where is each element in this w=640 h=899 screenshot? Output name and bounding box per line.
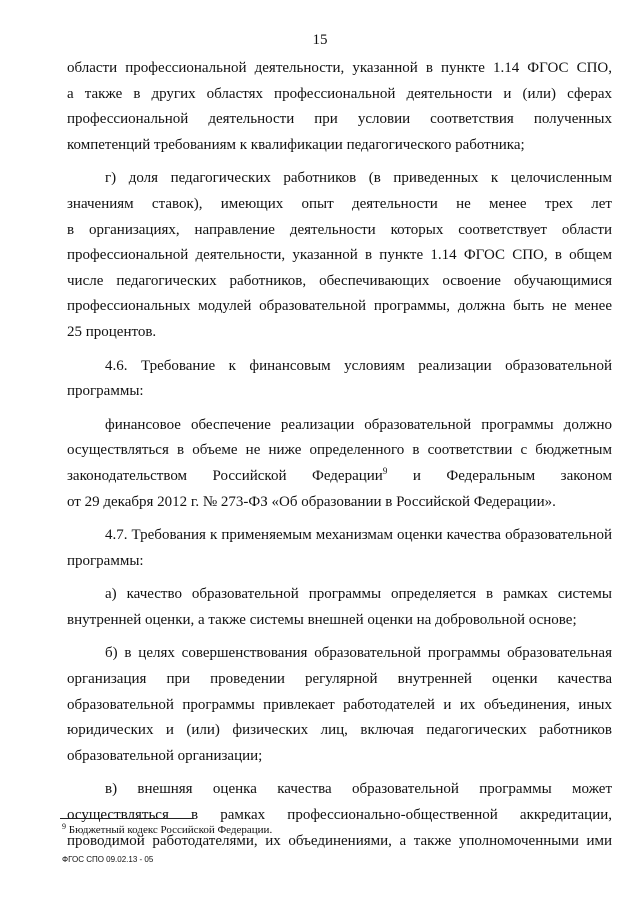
paragraph-financing — [67, 413, 612, 515]
footnote — [62, 824, 272, 836]
text-line: в) внешняя оценка качества образовательной программы может — [105, 781, 612, 798]
section-heading-4-6 — [67, 354, 612, 405]
text-line: внутренней оценки, а также системы внешней оценки на добровольной основе; — [67, 611, 577, 628]
section-heading-4-7 — [67, 523, 612, 574]
paragraph-professional-activity — [67, 56, 612, 158]
text-line: образовательной программы привлекает работодателей и их объединения, иных — [67, 696, 612, 713]
page-number: 15 — [312, 32, 328, 48]
text-line: числе педагогических работников, обеспечивающих освоение обучающимися — [67, 272, 612, 289]
footnote-reference: 9 — [382, 465, 388, 476]
footnote-marker: 9 — [62, 822, 66, 831]
text-line: профессиональной деятельности, указанной в пункте 1.14 ФГОС СПО, в общем — [67, 247, 612, 264]
document-body — [67, 56, 612, 854]
text-line: б) в целях совершенствования образовательной программы образовательная — [105, 645, 612, 662]
text-line: финансовое обеспечение реализации образовательной программы должно — [105, 416, 612, 433]
text-line: а) качество образовательной программы определяется в рамках системы — [105, 586, 612, 603]
text-line: компетенций требованиям к квалификации педагогического работника; — [67, 136, 525, 153]
text-line: 25 процентов. — [67, 323, 157, 340]
text-fragment: и Федеральным законом — [387, 467, 612, 484]
text-line: г) доля педагогических работников (в приведенных к целочисленным — [105, 170, 612, 187]
text-line: юридических и (или) физических лиц, включая педагогических работников — [67, 722, 612, 739]
text-line: образовательной организации; — [67, 747, 263, 764]
paragraph-teacher-share — [67, 166, 612, 345]
text-line: а также в других областях профессиональной деятельности и (или) сферах — [67, 85, 612, 102]
footnote-divider — [60, 818, 194, 819]
text-line — [67, 464, 612, 490]
text-line: области профессиональной деятельности, указанной в пункте 1.14 ФГОС СПО, — [67, 60, 612, 76]
text-line: профессиональной деятельности при условии соответствия полученных — [67, 111, 612, 128]
text-line: осуществляться в объеме не ниже определенного в соответствии с бюджетным — [67, 442, 612, 459]
footnote-text: Бюджетный кодекс Российской Федерации. — [66, 824, 273, 836]
text-line: программы: — [67, 552, 144, 569]
text-line: 4.6. Требование к финансовым условиям реализации образовательной — [105, 357, 612, 374]
document-code: ФГОС СПО 09.02.13 - 05 — [62, 855, 154, 864]
text-line: от 29 декабря 2012 г. № 273-ФЗ «Об образовании в Российской Федерации». — [67, 493, 556, 510]
paragraph-item-b — [67, 641, 612, 769]
text-line: организация при проведении регулярной внутренней оценки качества — [67, 671, 612, 688]
text-line: значениям ставок), имеющих опыт деятельности не менее трех лет — [67, 195, 612, 212]
paragraph-item-a — [67, 582, 612, 633]
text-line: в организациях, направление деятельности которых соответствует области — [67, 221, 612, 238]
text-line: проводимой работодателями, их объединениями, а также уполномоченными ими — [67, 832, 612, 849]
text-line: 4.7. Требования к применяемым механизмам оценки качества образовательной — [105, 527, 612, 544]
text-fragment: законодательством Российской Федерации — [67, 467, 383, 484]
paragraph-item-v — [67, 777, 612, 854]
text-line: программы: — [67, 383, 144, 400]
text-line: осуществляться в рамках профессионально-общественной аккредитации, — [67, 807, 612, 824]
text-line: профессиональных модулей образовательной программы, должна быть не менее — [67, 298, 612, 315]
